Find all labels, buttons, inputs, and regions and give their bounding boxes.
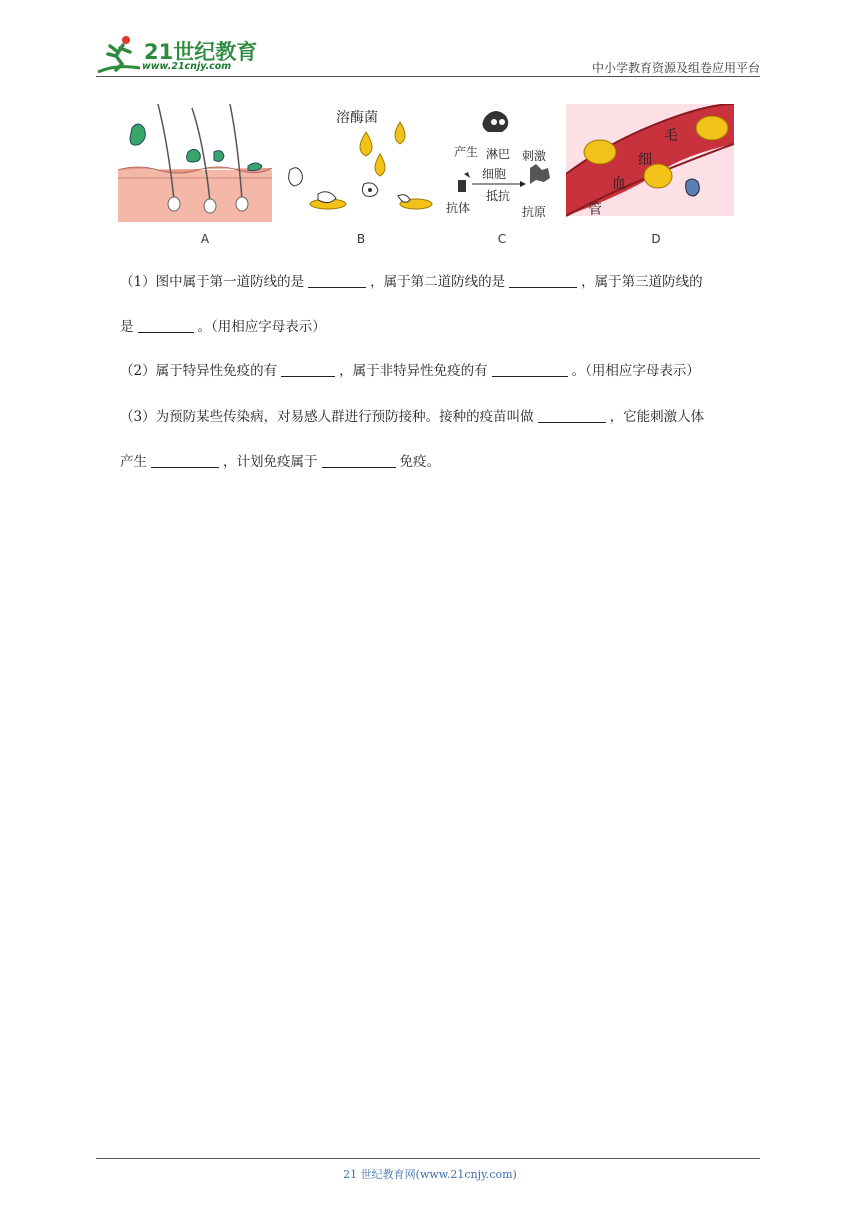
answer-blank-5[interactable] xyxy=(492,362,568,377)
panel-b-caption: 溶酶菌 xyxy=(336,110,378,126)
answer-blank-8[interactable] xyxy=(322,453,396,468)
word-lymph2: 细胞 xyxy=(482,167,507,181)
word-produce: 产生 xyxy=(454,145,479,159)
panel-d xyxy=(566,104,734,246)
word-resist: 抵抗 xyxy=(486,189,511,203)
answer-blank-6[interactable] xyxy=(538,408,606,423)
footer-divider xyxy=(96,1158,760,1159)
answer-blank-7[interactable] xyxy=(151,453,219,468)
panel-label-a: A xyxy=(200,232,210,246)
lysozyme-illustration xyxy=(278,104,442,222)
panel-label-d: D xyxy=(651,232,661,246)
skin-barrier-illustration xyxy=(118,104,272,222)
platform-name: 中小学教育资源及组卷应用平台 xyxy=(591,61,760,75)
logo xyxy=(96,34,266,76)
word-xi: 细 xyxy=(638,152,652,168)
footer-link[interactable]: 21 世纪教育网(www.21cnjy.com) xyxy=(343,1168,517,1181)
capillary-illustration xyxy=(566,104,734,222)
runner-logo-icon xyxy=(96,34,144,76)
question-1-line-2: 是 。（用相应字母表示） xyxy=(120,319,326,335)
logo-url: www.21cnjy.com xyxy=(142,61,232,72)
panel-c xyxy=(446,104,562,246)
panel-a xyxy=(118,104,272,246)
panel-label-b: B xyxy=(356,232,366,246)
word-antibody: 抗体 xyxy=(446,201,471,215)
word-lymph1: 淋巴 xyxy=(486,147,511,161)
question-2: （2）属于特异性免疫的有 ，属于非特异性免疫的有 。（用相应字母表示） xyxy=(120,363,700,379)
word-guan: 管 xyxy=(588,202,602,218)
answer-blank-4[interactable] xyxy=(281,362,335,377)
page-header xyxy=(96,34,760,78)
word-antigen: 抗原 xyxy=(522,205,547,219)
panel-b xyxy=(278,104,442,246)
answer-blank-2[interactable] xyxy=(509,273,577,288)
lymphocyte-illustration xyxy=(446,104,562,222)
question-3-line-1: （3）为预防某些传染病，对易感人群进行预防接种。接种的疫苗叫做 ，它能刺激人体 xyxy=(120,409,705,425)
question-3-line-2: 产生 ，计划免疫属于 免疫。 xyxy=(120,454,440,470)
question-1-line-1: （1）图中属于第一道防线的是 ，属于第二道防线的是 ，属于第三道防线的 xyxy=(120,274,703,290)
answer-blank-3[interactable] xyxy=(138,318,194,333)
word-stimulate: 刺激 xyxy=(522,149,547,163)
logo-text: 21世纪教育 xyxy=(144,40,258,64)
answer-blank-1[interactable] xyxy=(308,273,366,288)
header-divider xyxy=(96,76,760,77)
word-mao: 毛 xyxy=(664,128,678,144)
word-xue: 血 xyxy=(612,176,626,192)
immunity-figures xyxy=(112,104,742,250)
panel-label-c: C xyxy=(497,232,507,246)
